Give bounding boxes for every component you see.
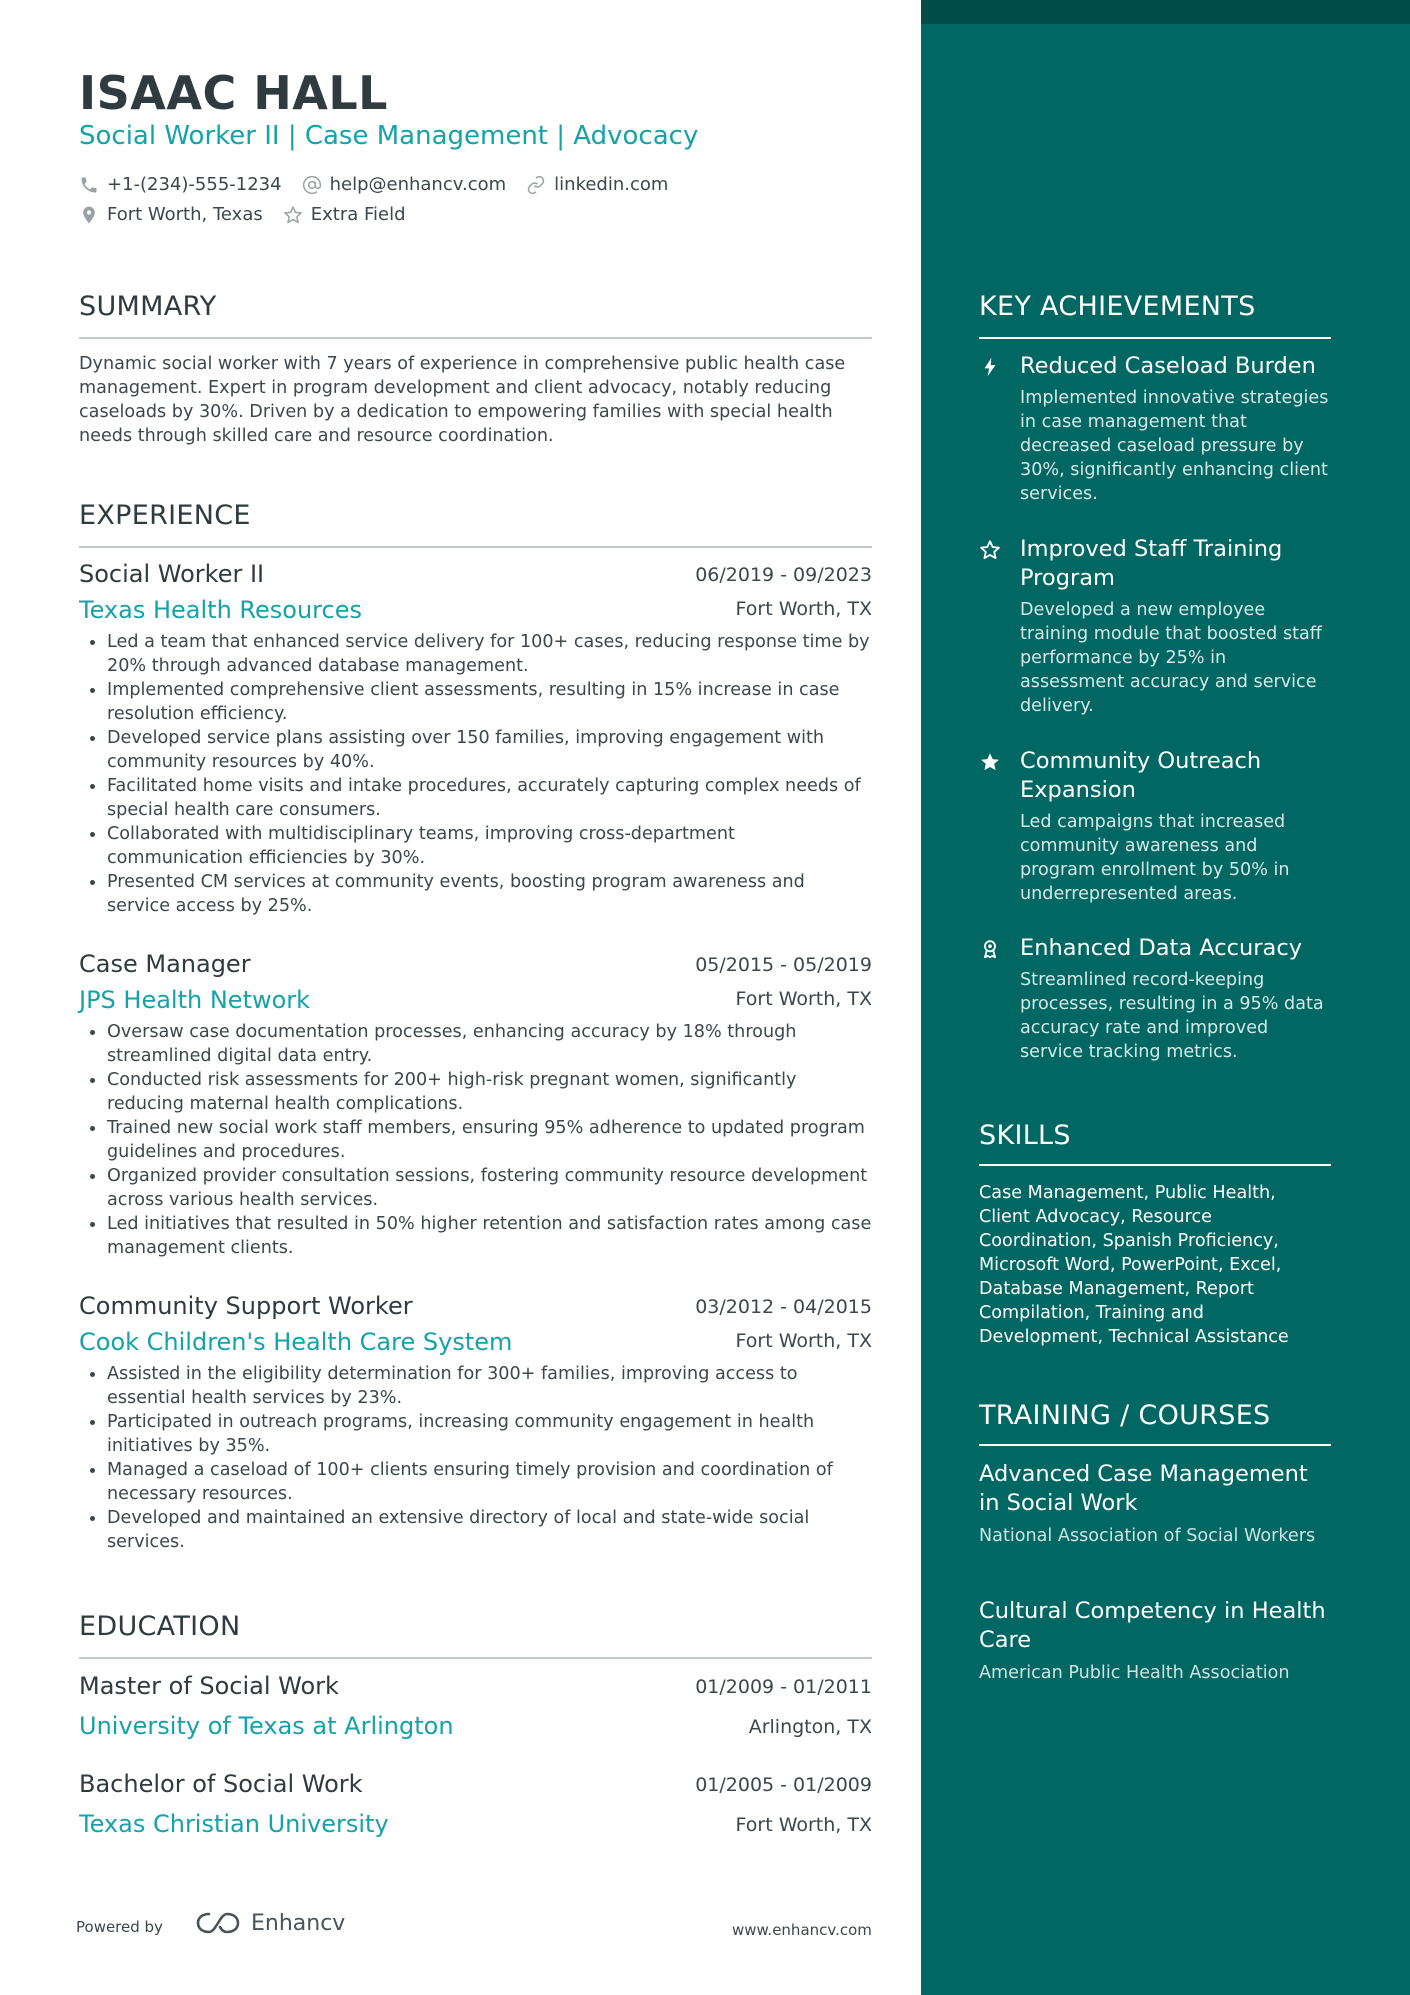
skills-heading: SKILLS	[979, 1120, 1071, 1151]
contact-phone[interactable]	[79, 174, 282, 195]
job-role: Community Support Worker	[79, 1292, 413, 1320]
contact-extra	[283, 204, 406, 225]
summary-text: Dynamic social worker with 7 years of experience in comprehensive public health case management. Expert in program development and client advocacy, notably reducing caseloads by 30%. Driven by a dedication to empowering families with special health needs through skilled care and resource coordination.	[79, 354, 846, 446]
phone-icon	[79, 175, 99, 195]
job-company[interactable]: Cook Children's Health Care System	[79, 1328, 513, 1356]
skills-divider	[979, 1164, 1331, 1166]
star-outline-icon	[979, 539, 1001, 561]
at-icon	[302, 175, 322, 195]
edu-dates: 01/2005 - 01/2009	[695, 1774, 872, 1796]
experience-divider	[79, 546, 872, 548]
contact-linkedin[interactable]	[526, 174, 668, 195]
education-divider	[79, 1657, 872, 1659]
course-title: Cultural Competency in Health Care	[979, 1598, 1326, 1653]
brand-name: Enhancv	[251, 1910, 346, 1936]
list-item: Implemented comprehensive client assessments, resulting in 15% increase in case resolution efficiency.	[79, 678, 872, 726]
job-company[interactable]: JPS Health Network	[79, 986, 311, 1014]
link-icon	[526, 175, 546, 195]
experience-entry	[79, 560, 872, 918]
bolt-icon	[979, 356, 1001, 378]
list-item: Developed and maintained an extensive directory of local and state-wide social services.	[79, 1506, 872, 1554]
job-role: Social Worker II	[79, 560, 265, 588]
list-item: Facilitated home visits and intake procedures, accurately capturing complex needs of special health care consumers.	[79, 774, 872, 822]
brand-logo[interactable]	[195, 1910, 345, 1936]
footer-url[interactable]: www.enhancv.com	[732, 1921, 872, 1939]
candidate-name: ISAAC HALL	[79, 66, 388, 120]
summary-divider	[79, 337, 872, 339]
job-location: Fort Worth, TX	[735, 598, 872, 620]
achievement-desc: Streamlined record-keeping processes, resulting in a 95% data accuracy rate and improved service tracking metrics.	[1020, 970, 1324, 1062]
achievement-item	[979, 535, 1331, 718]
job-bullets	[79, 1020, 872, 1260]
achievements-heading: KEY ACHIEVEMENTS	[979, 291, 1256, 322]
achievement-desc: Implemented innovative strategies in case management that decreased caseload pressure by 30%, significantly enhancing client services.	[1020, 388, 1329, 504]
experience-entry	[79, 950, 872, 1260]
experience-entry	[79, 1292, 872, 1554]
course-org: National Association of Social Workers	[979, 1526, 1316, 1546]
achievement-title: Community Outreach Expansion	[1020, 748, 1262, 803]
location-pin-icon	[79, 205, 99, 225]
job-dates: 05/2015 - 05/2019	[695, 954, 872, 976]
list-item: Led a team that enhanced service delivery for 100+ cases, reducing response time by 20% through advanced database management.	[79, 630, 872, 678]
achievement-desc: Developed a new employee training module that boosted staff performance by 25% in assessment accuracy and service delivery.	[1020, 600, 1322, 716]
list-item: Assisted in the eligibility determination for 300+ families, improving access to essential health services by 23%.	[79, 1362, 872, 1410]
list-item: Trained new social work staff members, ensuring 95% adherence to updated program guidelines and procedures.	[79, 1116, 872, 1164]
achievement-title: Reduced Caseload Burden	[1020, 353, 1316, 379]
edu-degree: Bachelor of Social Work	[79, 1770, 363, 1798]
list-item: Presented CM services at community events, boosting program awareness and service access by 25%.	[79, 870, 872, 918]
achievement-desc: Led campaigns that increased community awareness and program enrollment by 50% in underrepresented areas.	[1020, 812, 1290, 904]
skills-text: Case Management, Public Health, Client Advocacy, Resource Coordination, Spanish Proficiency, Microsoft Word, PowerPoint, Excel, Database Management, Report Compilation, Training and Development, Technical Assistance	[979, 1183, 1289, 1347]
candidate-title: Social Worker II | Case Management | Advocacy	[79, 121, 699, 151]
list-item: Conducted risk assessments for 200+ high-risk pregnant women, significantly reducing maternal health complications.	[79, 1068, 872, 1116]
course-title: Advanced Case Management in Social Work	[979, 1461, 1308, 1516]
job-role: Case Manager	[79, 950, 251, 978]
job-location: Fort Worth, TX	[735, 988, 872, 1010]
edu-location: Fort Worth, TX	[735, 1814, 872, 1836]
sidebar-top-band	[921, 0, 1410, 24]
phone-text: +1-(234)-555-1234	[107, 174, 282, 195]
location-text: Fort Worth, Texas	[107, 204, 263, 225]
job-dates: 03/2012 - 04/2015	[695, 1296, 872, 1318]
job-bullets	[79, 1362, 872, 1554]
achievement-item	[979, 747, 1331, 906]
achievements-divider	[979, 337, 1331, 339]
job-bullets	[79, 630, 872, 918]
list-item: Oversaw case documentation processes, enhancing accuracy by 18% through streamlined digital data entry.	[79, 1020, 872, 1068]
education-entry	[79, 1672, 872, 1748]
list-item: Led initiatives that resulted in 50% higher retention and satisfaction rates among case management clients.	[79, 1212, 872, 1260]
course-org: American Public Health Association	[979, 1663, 1290, 1683]
edu-school[interactable]: University of Texas at Arlington	[79, 1712, 454, 1740]
contact-row-1	[79, 174, 688, 195]
courses-heading: TRAINING / COURSES	[979, 1400, 1271, 1431]
edu-location: Arlington, TX	[748, 1716, 872, 1738]
edu-school[interactable]: Texas Christian University	[79, 1810, 389, 1838]
contact-email[interactable]	[302, 174, 507, 195]
list-item: Organized provider consultation sessions, fostering community resource development across various health services.	[79, 1164, 872, 1212]
list-item: Participated in outreach programs, increasing community engagement in health initiatives by 35%.	[79, 1410, 872, 1458]
edu-degree: Master of Social Work	[79, 1672, 339, 1700]
linkedin-text: linkedin.com	[554, 174, 669, 195]
education-heading: EDUCATION	[79, 1611, 241, 1642]
star-outline-icon	[283, 205, 303, 225]
contact-row-2	[79, 204, 426, 225]
job-dates: 06/2019 - 09/2023	[695, 564, 872, 586]
email-text: help@enhancv.com	[329, 174, 507, 195]
achievement-title: Improved Staff Training Program	[1020, 536, 1283, 591]
achievement-item	[979, 934, 1331, 1064]
education-entry	[79, 1770, 872, 1846]
extra-text: Extra Field	[310, 204, 406, 225]
edu-dates: 01/2009 - 01/2011	[695, 1676, 872, 1698]
contact-location	[79, 204, 263, 225]
experience-heading: EXPERIENCE	[79, 500, 251, 531]
list-item: Managed a caseload of 100+ clients ensuring timely provision and coordination of necessary resources.	[79, 1458, 872, 1506]
star-filled-icon	[979, 751, 1001, 773]
summary-heading: SUMMARY	[79, 291, 217, 322]
job-company[interactable]: Texas Health Resources	[79, 596, 362, 624]
course-item	[979, 1460, 1331, 1548]
list-item: Collaborated with multidisciplinary teams, improving cross-department communication efficiencies by 30%.	[79, 822, 872, 870]
job-location: Fort Worth, TX	[735, 1330, 872, 1352]
achievement-item	[979, 352, 1331, 506]
list-item: Developed service plans assisting over 150 families, improving engagement with community resources by 40%.	[79, 726, 872, 774]
achievement-title: Enhanced Data Accuracy	[1020, 935, 1303, 961]
enhancv-logo-icon	[195, 1910, 241, 1936]
courses-divider	[979, 1444, 1331, 1446]
course-item	[979, 1597, 1331, 1685]
powered-by-label: Powered by	[76, 1918, 163, 1936]
award-icon	[979, 938, 1001, 960]
